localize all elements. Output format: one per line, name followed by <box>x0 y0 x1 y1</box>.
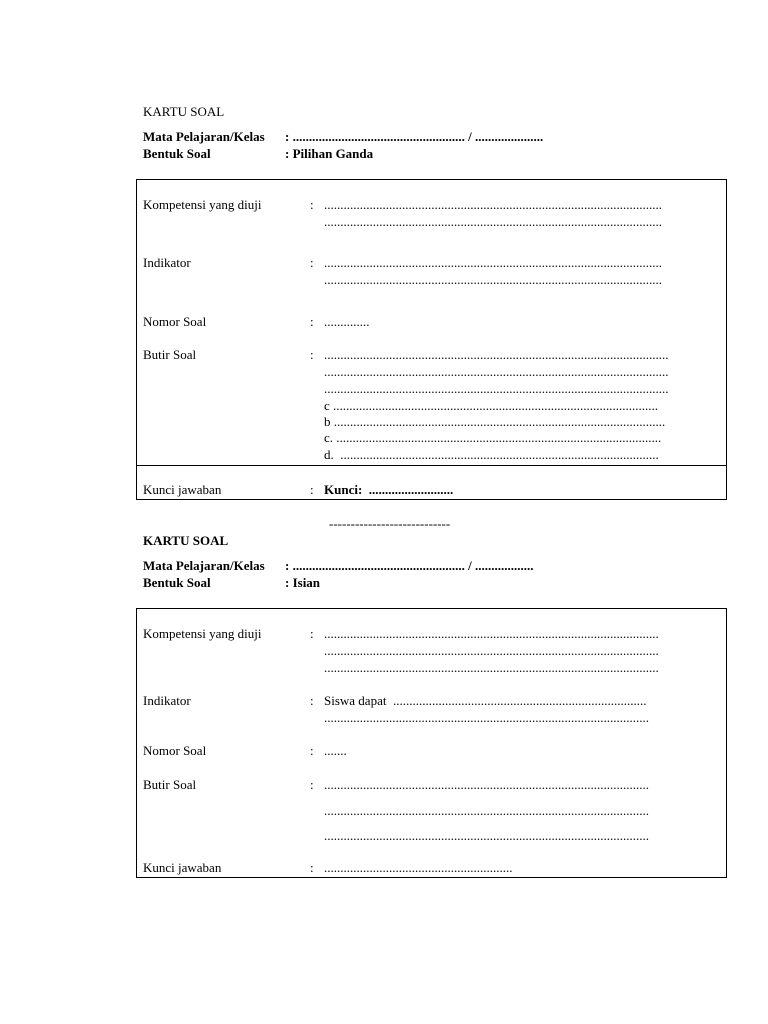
card1-indicator-colon: : <box>310 255 314 270</box>
card1-item-line: .......................................................................................................... <box>324 381 669 396</box>
card2-indicator-line: Siswa dapat .............................................................................. <box>324 693 647 708</box>
card2-title: KARTU SOAL <box>143 533 229 548</box>
card2-key-colon: : <box>310 860 314 875</box>
card2-key-value: .......................................................... <box>324 860 513 875</box>
card2-form-value: : Isian <box>285 575 321 590</box>
card-separator: ---------------------------- <box>329 516 451 531</box>
card1-key-value: Kunci: .......................... <box>324 482 454 497</box>
card1-form-label: Bentuk Soal <box>143 146 211 161</box>
card1-item-line: .......................................................................................................... <box>324 347 669 362</box>
card1-option-d: d. .................................................................................................. <box>324 447 659 462</box>
card2-indicator-colon: : <box>310 693 314 708</box>
card2-form-label: Bentuk Soal <box>143 575 211 590</box>
card1-competency-line: ........................................................................................................ <box>324 214 662 229</box>
card2-item-label: Butir Soal <box>143 777 197 792</box>
card2-indicator-line: .................................................................................................... <box>324 710 649 725</box>
card2-number-colon: : <box>310 743 314 758</box>
card1-indicator-line: ........................................................................................................ <box>324 255 662 270</box>
card2-number-label: Nomor Soal <box>143 743 207 758</box>
card1-number-label: Nomor Soal <box>143 314 207 329</box>
card1-key-label: Kunci jawaban <box>143 482 222 497</box>
card1-key-divider <box>136 465 727 466</box>
card2-competency-line: ....................................................................................................... <box>324 643 659 658</box>
card1-option-c: c .................................................................................................... <box>324 398 659 413</box>
card1-subject-label: Mata Pelajaran/Kelas <box>143 129 265 144</box>
card1-subject-value: : ..................................................... / ..................... <box>285 129 544 144</box>
card1-competency-line: ........................................................................................................ <box>324 197 662 212</box>
card1-competency-label: Kompetensi yang diuji <box>143 197 262 212</box>
card2-key-label: Kunci jawaban <box>143 860 222 875</box>
card2-subject-label: Mata Pelajaran/Kelas <box>143 558 265 573</box>
card1-indicator-label: Indikator <box>143 255 191 270</box>
card1-key-colon: : <box>310 482 314 497</box>
card1-form-value: : Pilihan Ganda <box>285 146 374 161</box>
card2-item-line: .................................................................................................... <box>324 803 649 818</box>
card2-competency-colon: : <box>310 626 314 641</box>
card1-number-colon: : <box>310 314 314 329</box>
card1-item-line: .......................................................................................................... <box>324 364 669 379</box>
card1-number-value: .............. <box>324 314 370 329</box>
card2-item-line: .................................................................................................... <box>324 777 649 792</box>
card2-competency-line: ....................................................................................................... <box>324 660 659 675</box>
card1-item-label: Butir Soal <box>143 347 197 362</box>
card1-indicator-line: ........................................................................................................ <box>324 272 662 287</box>
card1-option-b: b ...................................................................................................... <box>324 414 666 429</box>
card1-option-c2: c. .................................................................................................... <box>324 430 662 445</box>
card2-item-colon: : <box>310 777 314 792</box>
card2-indicator-label: Indikator <box>143 693 191 708</box>
card2-item-line: .................................................................................................... <box>324 828 649 843</box>
card2-competency-label: Kompetensi yang diuji <box>143 626 262 641</box>
card2-competency-line: ....................................................................................................... <box>324 626 659 641</box>
card1-title: KARTU SOAL <box>143 104 225 119</box>
card2-subject-value: : ..................................................... / .................. <box>285 558 534 573</box>
card1-item-colon: : <box>310 347 314 362</box>
card1-competency-colon: : <box>310 197 314 212</box>
card2-number-value: ....... <box>324 743 347 758</box>
